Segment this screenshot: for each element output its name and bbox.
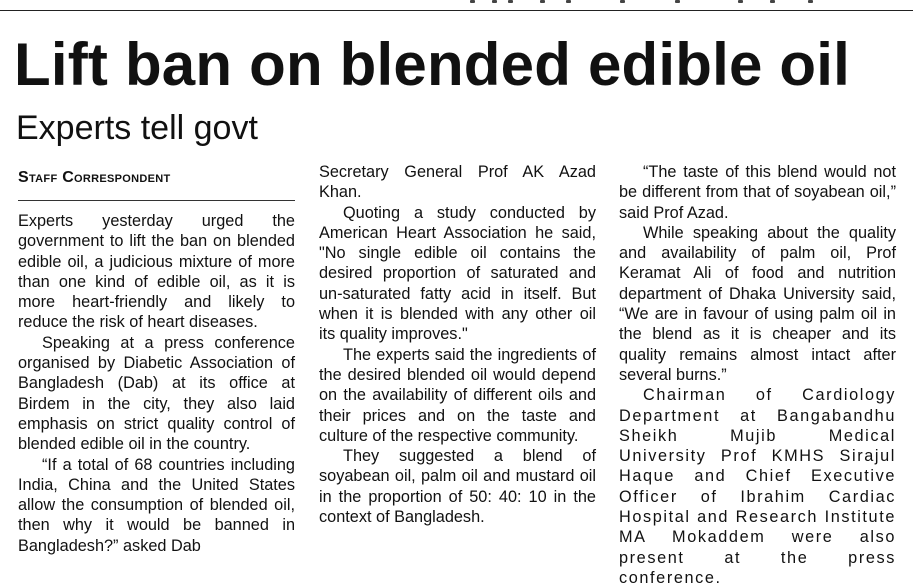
paragraph: Secretary General Prof AK Azad Khan. [319,163,596,202]
paragraph: Experts yesterday urged the government to lift the ban on blended edible oil, a judicious mixture of more than one kind of edible oil, as it is more heart-friendly and likely to reduce the risk of heart diseases. [18,212,295,332]
clipped-text-remnant [470,0,830,4]
byline: Staff Correspondent [18,160,295,201]
column-2 [319,160,596,527]
paragraph: “If a total of 68 countries including India, China and the United States allow the consumption of blended oil, then why it would be banned in Bangladesh?” asked Dab [18,455,295,555]
column-1 [18,160,295,556]
paragraph: “The taste of this blend would not be different from that of soyabean oil,” said Prof Azad. [619,163,896,222]
paragraph: The experts said the ingredients of the desired blended oil would depend on the availability of different oils and their prices and on the taste and culture of the respective community. [319,345,596,445]
subheadline: Experts tell govt [16,109,258,147]
paragraph: Quoting a study conducted by American Heart Association he said, "No single edible oil contains the desired proportion of saturated and un-saturated fatty acid in itself. But when it is blended with any other oil its quality improves." [319,203,596,344]
paragraph: Chairman of Cardiology Department at Bangabandhu Sheikh Mujib Medical University Prof KMHS Sirajul Haque and Chief Executive Officer of Ibrahim Cardiac Hospital and Research Institute MA Mokaddem were also present at the press conference. [619,386,896,587]
paragraph: While speaking about the quality and availability of palm oil, Prof Keramat Ali of food and nutrition department of Dhaka University said, “We are in favour of using palm oil in the blend as it is cheaper and its quality remains almost intact after several burns.” [619,223,896,384]
column-3 [619,160,896,588]
top-rule [0,10,913,11]
headline: Lift ban on blended edible oil [14,31,850,98]
paragraph: They suggested a blend of soyabean oil, palm oil and mustard oil in the proportion of 50: 40: 10 in the context of Bangladesh. [319,447,596,527]
article-body [18,160,898,587]
paragraph: Speaking at a press conference organised by Diabetic Association of Bangladesh (Dab) at its office at Birdem in the city, they also laid emphasis on strict quality control of blended edible oil in the country. [18,333,295,454]
